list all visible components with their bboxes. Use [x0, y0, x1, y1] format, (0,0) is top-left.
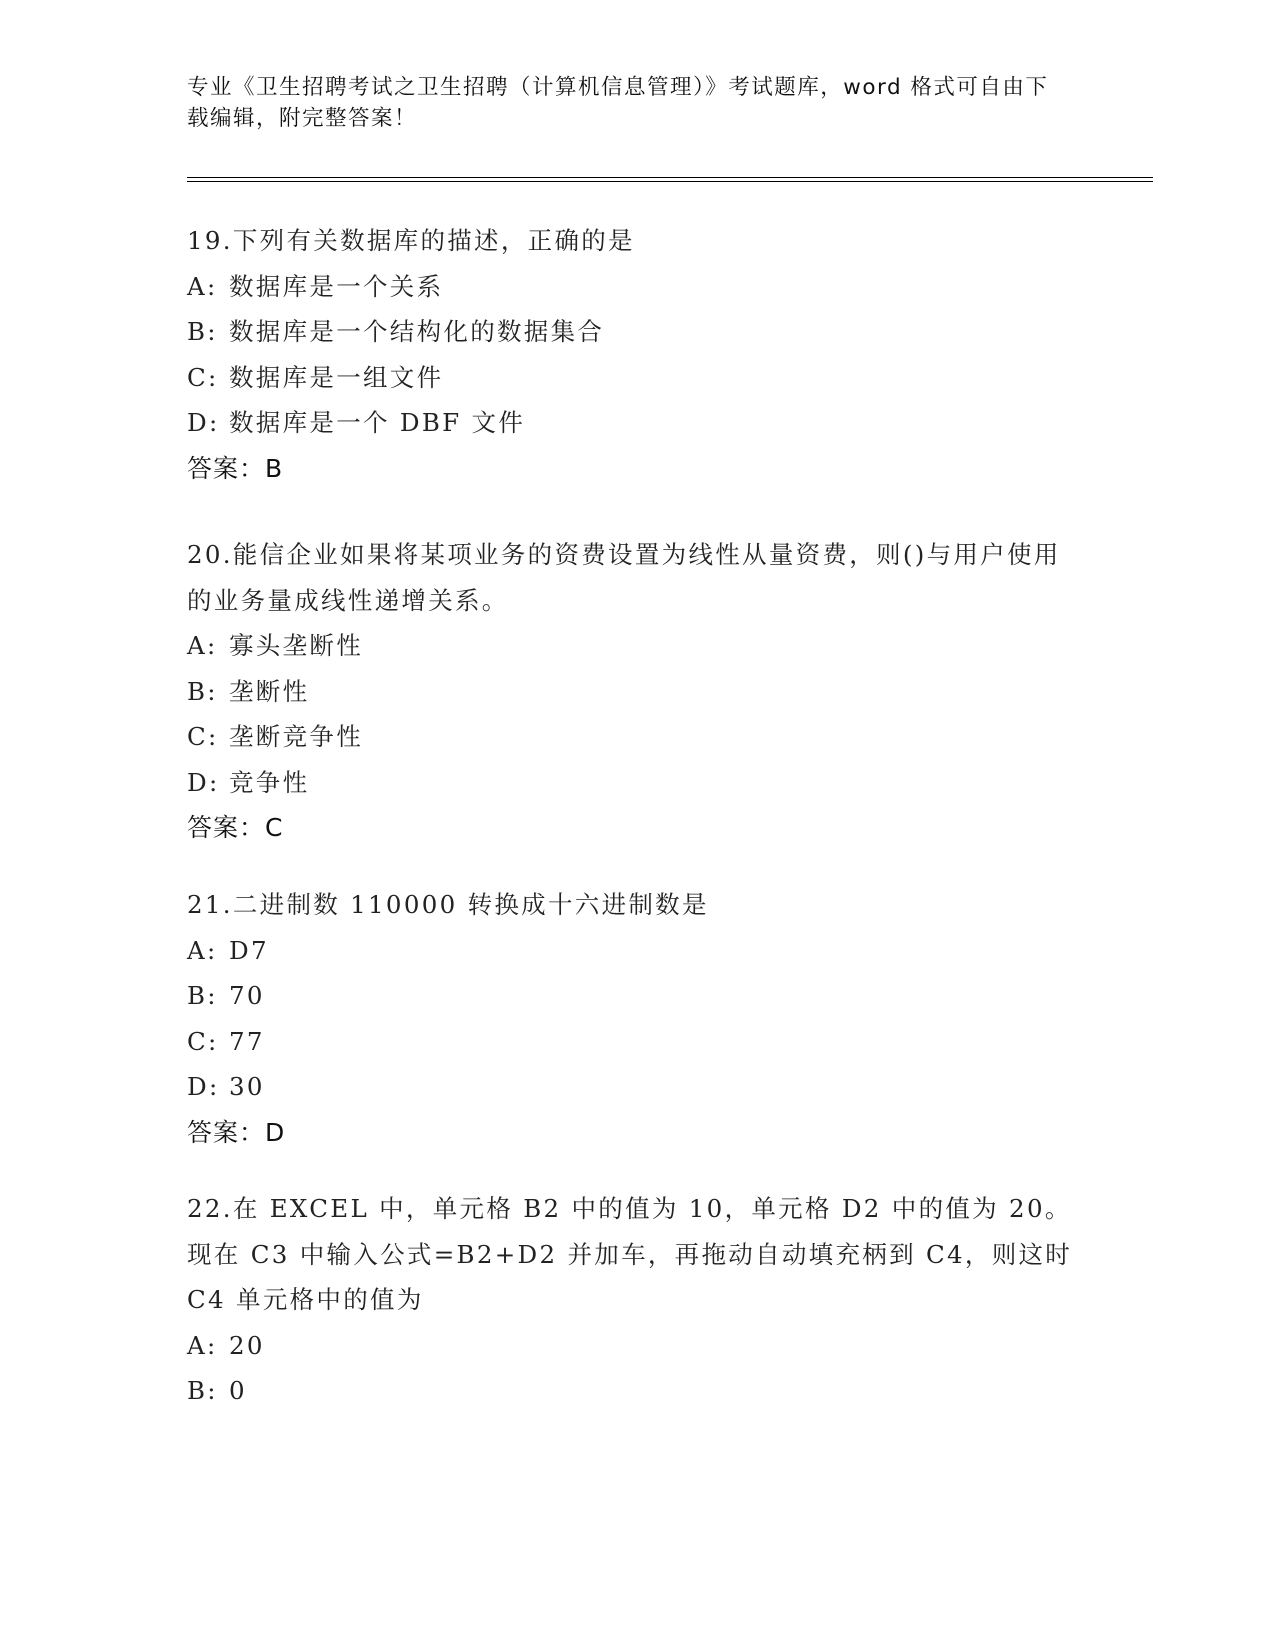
- option-letter: D:: [187, 767, 220, 797]
- option-b: [187, 309, 1087, 355]
- question-stem: 20.能信企业如果将某项业务的资费设置为线性从量资费，则()与用户使用的业务量成线性递增关系。: [187, 540, 1061, 615]
- answer-label: 答案：: [187, 813, 266, 842]
- question-22: [187, 1186, 1087, 1414]
- option-a: [187, 264, 1087, 310]
- option-a: [187, 928, 1087, 974]
- option-letter: A:: [187, 631, 218, 660]
- option-c: [187, 714, 1087, 760]
- option-letter: A:: [187, 271, 218, 301]
- option-b: [187, 669, 1087, 715]
- header-double-rule: [187, 177, 1153, 182]
- option-text: 30: [229, 1072, 265, 1101]
- option-letter: B:: [187, 981, 218, 1010]
- answer-value: C: [265, 813, 284, 842]
- answer-line: [187, 446, 1087, 492]
- answer-value: D: [265, 1117, 286, 1147]
- answer-line: [187, 805, 1087, 851]
- option-d: [187, 400, 1087, 446]
- question-stem: 19.下列有关数据库的描述，正确的是: [187, 226, 635, 255]
- answer-label: 答案：: [187, 1117, 266, 1147]
- option-letter: B:: [187, 1376, 218, 1405]
- option-text: 77: [229, 1026, 265, 1056]
- option-text: D7: [229, 935, 269, 965]
- option-text: 垄断性: [229, 676, 310, 706]
- option-letter: C:: [187, 1026, 219, 1056]
- question-21: [187, 882, 1087, 1155]
- option-letter: B:: [187, 676, 218, 706]
- option-d: [187, 760, 1087, 806]
- option-text: 数据库是一组文件: [229, 362, 444, 392]
- option-text: 寡头垄断性: [229, 631, 363, 660]
- option-text: 20: [229, 1330, 265, 1360]
- option-a: [187, 1323, 1087, 1369]
- option-a: [187, 623, 1087, 669]
- option-letter: D:: [187, 1072, 220, 1101]
- option-letter: A:: [187, 1330, 218, 1360]
- option-b: [187, 973, 1087, 1019]
- option-letter: B:: [187, 317, 218, 346]
- option-text: 数据库是一个关系: [229, 271, 444, 301]
- question-stem: 22.在 EXCEL 中，单元格 B2 中的值为 10，单元格 D2 中的值为 20。现在 C3 中输入公式=B2+D2 并加车，再拖动自动填充柄到 C4，则这时 C4 单元格中的值为: [187, 1194, 1073, 1314]
- question-stem: 21.二进制数 110000 转换成十六进制数是: [187, 890, 709, 919]
- option-text: 数据库是一个结构化的数据集合: [229, 317, 605, 346]
- answer-value: B: [265, 453, 284, 483]
- option-c: [187, 355, 1087, 401]
- option-text: 数据库是一个 DBF 文件: [229, 408, 526, 437]
- answer-line: [187, 1110, 1087, 1156]
- option-letter: A:: [187, 935, 218, 965]
- option-text: 垄断竞争性: [229, 722, 363, 751]
- option-text: 0: [229, 1376, 247, 1405]
- option-d: [187, 1064, 1087, 1110]
- option-text: 竞争性: [229, 767, 310, 797]
- document-header-text: 专业《卫生招聘考试之卫生招聘（计算机信息管理）》考试题库，word 格式可自由下载编辑，附完整答案！: [187, 75, 1049, 131]
- option-text: 70: [229, 981, 265, 1010]
- answer-label: 答案：: [187, 453, 266, 483]
- option-b: [187, 1368, 1087, 1414]
- question-19: [187, 218, 1087, 491]
- option-c: [187, 1019, 1087, 1065]
- option-letter: D:: [187, 408, 220, 437]
- option-letter: C:: [187, 362, 219, 392]
- question-20: [187, 532, 1087, 851]
- option-letter: C:: [187, 722, 219, 751]
